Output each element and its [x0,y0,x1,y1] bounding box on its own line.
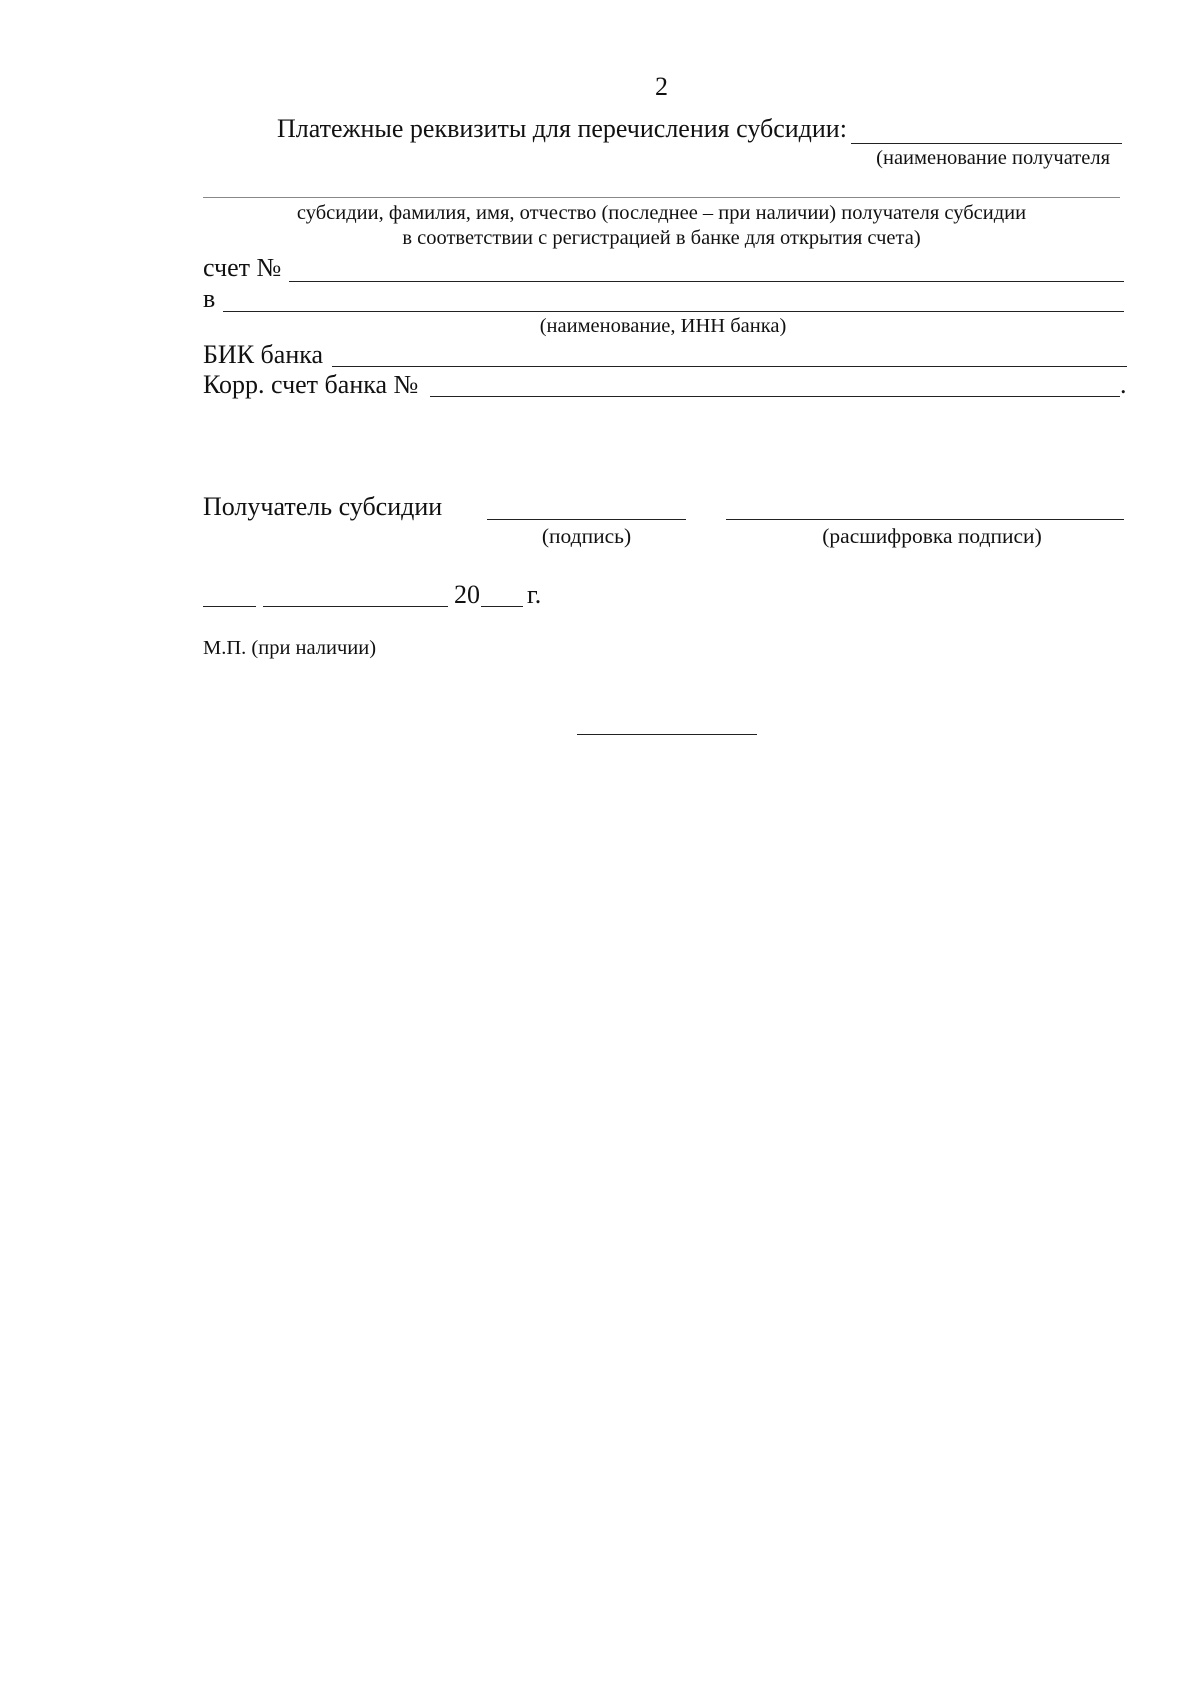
stamp-note: М.П. (при наличии) [203,637,377,659]
payment-details-heading: Платежные реквизиты для перечисления субсидии: [277,114,847,143]
corr-account-line[interactable] [430,396,1120,397]
bank-prefix: в [203,284,216,313]
bank-name-line[interactable] [223,311,1124,312]
bik-label: БИК банка [203,340,324,369]
signature-line[interactable] [487,519,686,520]
recipient-name-line-2[interactable] [203,197,1120,198]
recipient-name-line[interactable] [851,143,1122,144]
corr-account-period: . [1120,370,1127,399]
account-label: счет № [203,253,282,282]
signature-label: Получатель субсидии [203,492,443,521]
date-year-line[interactable] [481,606,523,607]
signature-decode-line[interactable] [726,519,1124,520]
date-year-suffix: г. [527,580,542,609]
signature-decode-caption: (расшифровка подписи) [822,524,1042,548]
bank-caption: (наименование, ИНН банка) [539,315,787,337]
signature-caption: (подпись) [541,524,632,548]
page-number: 2 [655,72,668,101]
recipient-caption-line2: субсидии, фамилия, имя, отчество (последнее – при наличии) получателя субсидии [296,202,1027,224]
account-number-line[interactable] [289,281,1124,282]
date-day-line[interactable] [203,606,256,607]
corr-account-label: Корр. счет банка № [203,370,419,399]
date-year-prefix: 20 [454,580,480,609]
date-month-line[interactable] [263,606,448,607]
recipient-caption-line3: в соответствии с регистрацией в банке для открытия счета) [402,227,921,249]
bik-line[interactable] [332,366,1127,367]
recipient-caption-line1: (наименование получателя [876,147,1110,169]
end-separator [577,734,757,735]
